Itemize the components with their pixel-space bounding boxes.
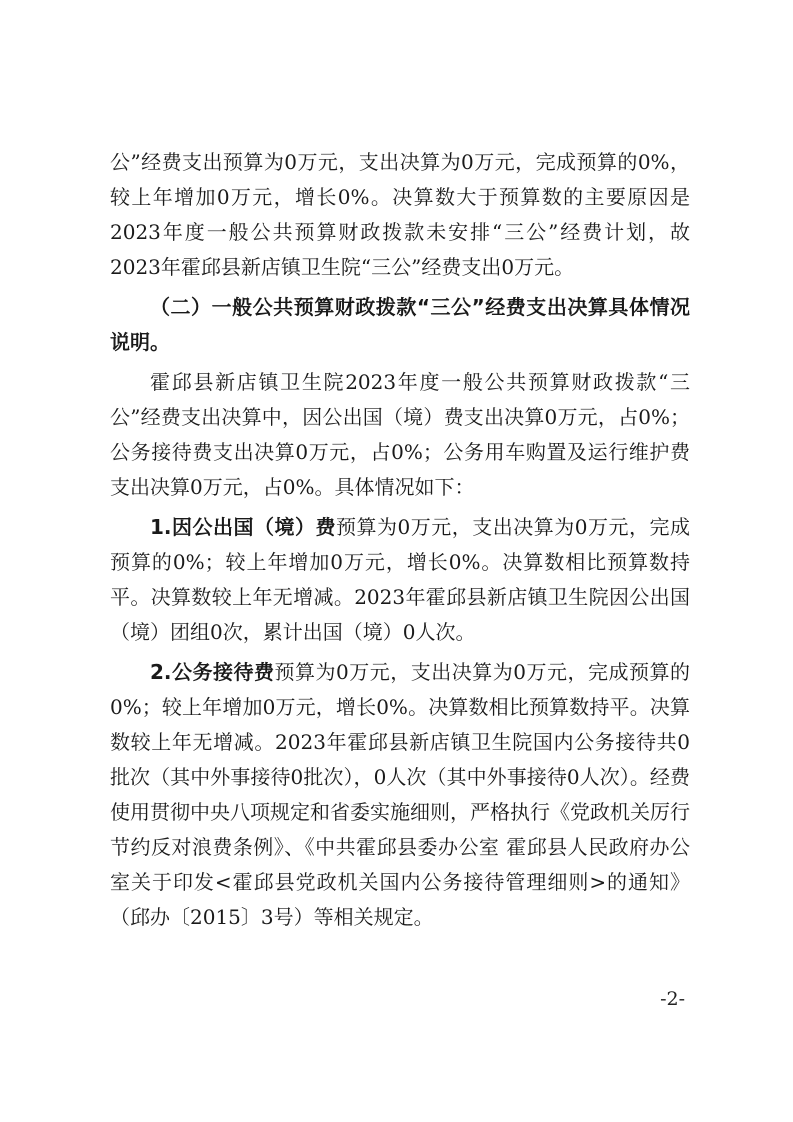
section-heading: （二）一般公共预算财政拨款“三公”经费支出决算具体情况说明。 — [110, 295, 690, 354]
paragraph-summary: 霍邱县新店镇卫生院2023年度一般公共预算财政拨款“三公”经费支出决算中，因公出国（境）费支出决算0万元，占0%；公务接待费支出决算0万元，占0%；公务用车购置及运行维护费支出决算0万元，占0%。具体情况如下： — [110, 370, 690, 499]
paragraph-intro: 公”经费支出预算为0万元，支出决算为0万元，完成预算的0%，较上年增加0万元，增长0%。决算数大于预算数的主要原因是2023年度一般公共预算财政拨款未安排“三公”经费计划，故2023年霍邱县新店镇卫生院“三公”经费支出0万元。 — [110, 150, 690, 279]
item-1-text: 预算为0万元，支出决算为0万元，完成预算的0%；较上年增加0万元，增长0%。决算数相比预算数持平。决算数较上年无增减。2023年霍邱县新店镇卫生院因公出国（境）团组0次，累计出国（境）0人次。 — [110, 515, 691, 644]
paragraph-item-2 — [110, 655, 690, 935]
document-body — [110, 145, 690, 935]
item-2-text: 预算为0万元，支出决算为0万元，完成预算的0%；较上年增加0万元，增长0%。决算数相比预算数持平。决算数较上年无增减。2023年霍邱县新店镇卫生院国内公务接待共0批次（其中外事接待0批次），0人次（其中外事接待0人次）。经费使用贯彻中央八项规定和省委实施细则，严格执行《党政机关厉行节约反对浪费条例》、《中共霍邱县委办公室 霍邱县人民政府办公室关于印发<霍邱县党政机关国内公务接待管理细则>的通知》（邱办〔2015〕3号）等相关规定。 — [110, 660, 691, 929]
item-1-lead: 1.因公出国（境）费 — [150, 515, 337, 539]
page-number: -2- — [660, 988, 685, 1010]
paragraph-item-1 — [110, 510, 690, 650]
item-2-lead: 2.公务接待费 — [150, 660, 275, 684]
